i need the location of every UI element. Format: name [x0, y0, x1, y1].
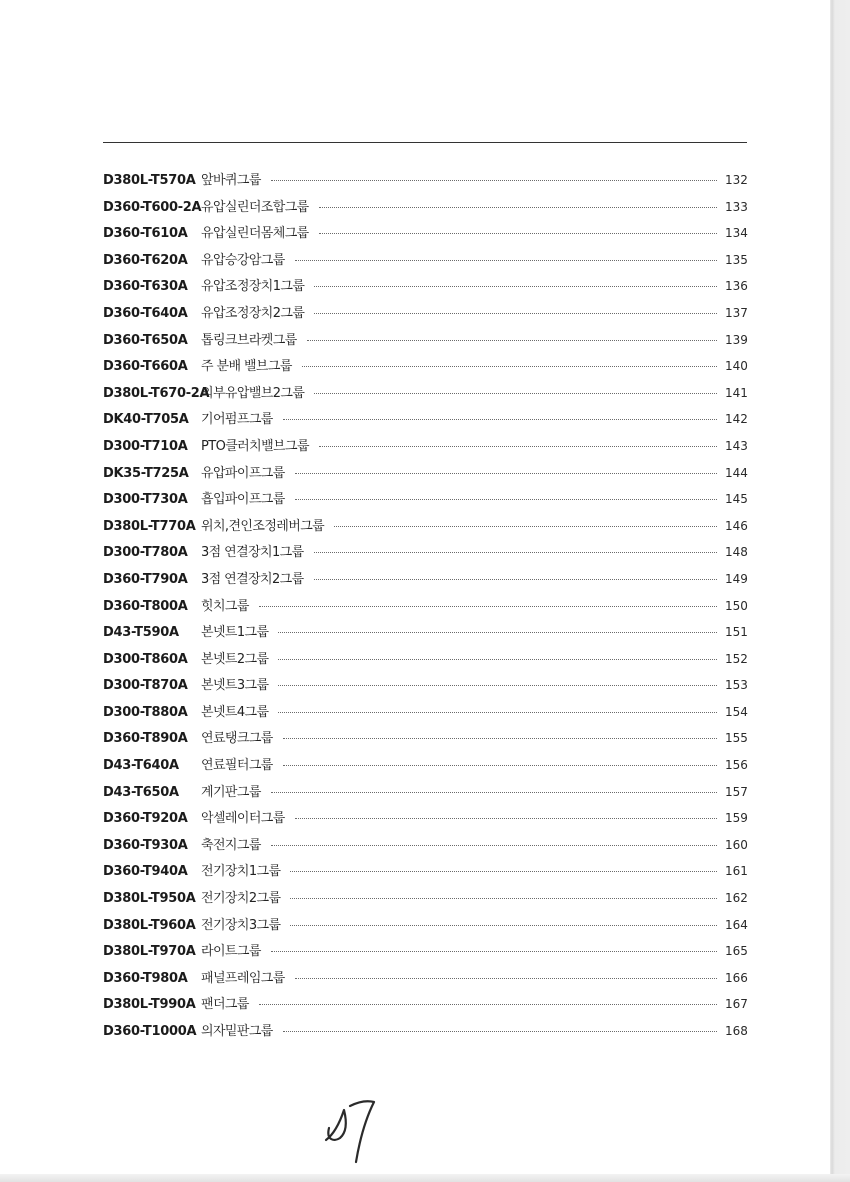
dot-leader: [271, 792, 717, 793]
toc-entry: [103, 701, 747, 728]
toc-entry-page: 156: [725, 758, 748, 773]
toc-entry-title: 축전지그룹: [201, 837, 261, 853]
toc-entry-page: 148: [725, 545, 748, 560]
toc-entry-title: 유압파이프그룹: [201, 465, 285, 481]
toc-entry-page: 154: [725, 704, 748, 719]
toc-entry-title: 3점 연결장치1그룹: [201, 545, 304, 561]
toc-entry: [103, 222, 747, 249]
dot-leader: [283, 419, 717, 420]
toc-entry-page: 152: [725, 651, 748, 666]
toc-entry-title: 3점 연결장치2그룹: [201, 571, 304, 587]
toc-entry-code: D380L-T990A: [103, 997, 196, 1013]
dot-leader: [271, 180, 717, 181]
toc-entry-page: 153: [725, 678, 748, 693]
toc-entry: [103, 488, 747, 515]
toc-entry-code: D300-T860A: [103, 651, 188, 667]
toc-entry-title: 본넷트1그룹: [201, 625, 269, 641]
toc-entry-title: 위치,견인조정레버그룹: [201, 518, 325, 534]
toc-entry-page: 142: [725, 412, 748, 427]
dot-leader: [271, 951, 717, 952]
dot-leader: [307, 340, 717, 341]
toc-entry-page: 164: [725, 917, 748, 932]
dot-leader: [314, 286, 717, 287]
toc-entry-page: 160: [725, 837, 748, 852]
toc-entry-page: 151: [725, 625, 748, 640]
toc-entry-title: 힛치그룹: [201, 598, 249, 614]
toc-entry: [103, 967, 747, 994]
toc-entry-page: 143: [725, 438, 748, 453]
toc-entry-code: D360-T790A: [103, 571, 188, 587]
toc-entry-page: 149: [725, 571, 748, 586]
dot-leader: [295, 473, 717, 474]
toc-entry-title: 유압조정장치2그룹: [201, 305, 305, 321]
toc-entry: [103, 329, 747, 356]
toc-entry-page: 168: [725, 1024, 748, 1038]
toc-entry-page: 155: [725, 731, 748, 746]
toc-entry-code: DK35-T725A: [103, 465, 189, 481]
toc-entry: [103, 275, 747, 302]
toc-entry-title: 앞바퀴그룹: [201, 173, 261, 188]
toc-entry: [103, 674, 747, 701]
header-rule: [103, 142, 747, 143]
toc-entry-code: D360-T940A: [103, 864, 188, 880]
toc-entry-code: D360-T650A: [103, 332, 188, 348]
dot-leader: [259, 1004, 717, 1005]
toc-entry-code: D380L-T960A: [103, 917, 196, 933]
toc-entry: [103, 940, 747, 967]
toc-entry-page: 165: [725, 944, 748, 959]
toc-entry-title: 계기판그룹: [201, 784, 261, 800]
dot-leader: [278, 712, 717, 713]
toc-entry: [103, 754, 747, 781]
toc-entry-code: D360-T1000A: [103, 1024, 197, 1039]
toc-entry-code: DK40-T705A: [103, 412, 189, 428]
dot-leader: [295, 978, 717, 979]
toc-entry: [103, 196, 747, 223]
toc-entry: [103, 993, 747, 1020]
toc-entry-code: D360-T610A: [103, 226, 188, 242]
toc-entry: [103, 648, 747, 675]
toc-entry: [103, 435, 747, 462]
toc-entry-code: D300-T730A: [103, 492, 188, 508]
toc-entry: [103, 462, 747, 489]
toc-entry-title: 연료탱크그룹: [201, 731, 273, 747]
toc-entry-page: 167: [725, 997, 748, 1012]
toc-entry: [103, 169, 747, 196]
toc-entry-page: 161: [725, 864, 748, 879]
dot-leader: [290, 898, 717, 899]
toc-entry-title: 본넷트4그룹: [201, 704, 269, 720]
dot-leader: [278, 632, 717, 633]
toc-entry-code: D360-T620A: [103, 252, 188, 268]
toc-entry-page: 137: [725, 305, 748, 320]
table-of-contents: [103, 169, 747, 1047]
dot-leader: [283, 1031, 717, 1032]
dot-leader: [302, 366, 717, 367]
dot-leader: [283, 765, 717, 766]
toc-entry: [103, 834, 747, 861]
toc-entry-title: 연료필터그룹: [201, 758, 273, 774]
toc-entry-code: D300-T870A: [103, 678, 188, 694]
toc-entry-title: 기어펌프그룹: [201, 412, 273, 428]
toc-entry-page: 134: [725, 226, 748, 241]
toc-entry-code: D360-T920A: [103, 811, 188, 827]
toc-entry-title: 악셀레이터그룹: [201, 811, 285, 827]
toc-entry-code: D380L-T770A: [103, 518, 196, 534]
toc-entry-title: PTO클러치밸브그룹: [201, 438, 309, 454]
toc-entry-page: 146: [725, 518, 748, 533]
toc-entry-code: D360-T660A: [103, 359, 188, 375]
toc-entry-page: 133: [725, 199, 748, 214]
toc-entry-title: 유압실린더조합그룹: [201, 199, 309, 215]
toc-entry-title: 본넷트3그룹: [201, 678, 269, 694]
toc-entry: [103, 515, 747, 542]
toc-entry: [103, 914, 747, 941]
toc-entry: [103, 1020, 747, 1047]
dot-leader: [319, 233, 717, 234]
toc-entry: [103, 595, 747, 622]
dot-leader: [295, 260, 717, 261]
dot-leader: [259, 606, 717, 607]
dot-leader: [295, 818, 717, 819]
toc-entry-page: 150: [725, 598, 748, 613]
dot-leader: [314, 313, 717, 314]
dot-leader: [314, 552, 717, 553]
toc-entry-title: 유압조정장치1그룹: [201, 279, 305, 295]
toc-entry: [103, 568, 747, 595]
scan-edge-right: [830, 0, 850, 1182]
dot-leader: [319, 207, 717, 208]
dot-leader: [314, 579, 717, 580]
toc-entry-title: 전기장치3그룹: [201, 917, 281, 933]
toc-entry: [103, 807, 747, 834]
toc-entry-page: 136: [725, 279, 748, 294]
dot-leader: [290, 925, 717, 926]
toc-entry-code: D360-T640A: [103, 305, 188, 321]
toc-entry: [103, 727, 747, 754]
dot-leader: [283, 738, 717, 739]
dot-leader: [278, 685, 717, 686]
dot-leader: [278, 659, 717, 660]
toc-entry: [103, 355, 747, 382]
toc-entry-code: D300-T880A: [103, 704, 188, 720]
toc-entry: [103, 408, 747, 435]
toc-entry-title: 전기장치1그룹: [201, 864, 281, 880]
toc-entry-code: D43-T590A: [103, 625, 179, 641]
toc-entry-title: 의자밑판그룹: [201, 1024, 273, 1039]
toc-entry-title: 전기장치2그룹: [201, 891, 281, 907]
toc-entry: [103, 860, 747, 887]
toc-entry: [103, 382, 747, 409]
dot-leader: [319, 446, 717, 447]
toc-entry-title: 라이트그룹: [201, 944, 261, 960]
toc-entry-code: D300-T780A: [103, 545, 188, 561]
toc-entry-page: 140: [725, 359, 748, 374]
toc-entry-code: D380L-T670-2A: [103, 385, 210, 401]
dot-leader: [290, 871, 717, 872]
toc-entry-page: 141: [725, 385, 748, 400]
toc-entry-page: 132: [725, 173, 748, 187]
toc-entry-page: 145: [725, 492, 748, 507]
toc-entry: [103, 541, 747, 568]
toc-entry-page: 139: [725, 332, 748, 347]
toc-entry-code: D360-T630A: [103, 279, 188, 295]
toc-entry: [103, 781, 747, 808]
scan-edge-bottom: [0, 1174, 850, 1182]
toc-entry-page: 144: [725, 465, 748, 480]
dot-leader: [334, 526, 717, 527]
toc-entry-title: 팬더그룹: [201, 997, 249, 1013]
toc-entry-title: 유압승강암그룹: [201, 252, 285, 268]
toc-entry-page: 135: [725, 252, 748, 267]
toc-entry-code: D360-T930A: [103, 837, 188, 853]
toc-entry-code: D360-T890A: [103, 731, 188, 747]
toc-entry-code: D43-T640A: [103, 758, 179, 774]
toc-entry: [103, 887, 747, 914]
dot-leader: [314, 393, 717, 394]
toc-entry: [103, 302, 747, 329]
toc-entry-title: 본넷트2그룹: [201, 651, 269, 667]
dot-leader: [271, 845, 717, 846]
toc-entry-page: 162: [725, 891, 748, 906]
dot-leader: [295, 499, 717, 500]
handwritten-page-mark: [320, 1088, 380, 1166]
toc-entry-page: 157: [725, 784, 748, 799]
toc-entry: [103, 249, 747, 276]
toc-entry-code: D360-T600-2A: [103, 199, 202, 215]
toc-entry-title: 패널프레임그룹: [201, 970, 285, 986]
toc-entry-code: D380L-T950A: [103, 891, 196, 907]
toc-entry-code: D380L-T970A: [103, 944, 196, 960]
toc-entry-title: 흡입파이프그룹: [201, 492, 285, 508]
toc-entry-code: D43-T650A: [103, 784, 179, 800]
toc-entry-title: 톱링크브라켓그룹: [201, 332, 297, 348]
toc-entry-title: 유압실린더몸체그룹: [201, 226, 309, 242]
toc-entry-code: D300-T710A: [103, 438, 188, 454]
toc-entry: [103, 621, 747, 648]
toc-entry-title: 외부유압밸브2그룹: [201, 385, 305, 401]
toc-entry-page: 159: [725, 811, 748, 826]
toc-entry-code: D360-T800A: [103, 598, 188, 614]
toc-entry-title: 주 분배 밸브그룹: [201, 359, 292, 375]
toc-entry-page: 166: [725, 970, 748, 985]
toc-entry-code: D380L-T570A: [103, 173, 196, 188]
toc-entry-code: D360-T980A: [103, 970, 188, 986]
